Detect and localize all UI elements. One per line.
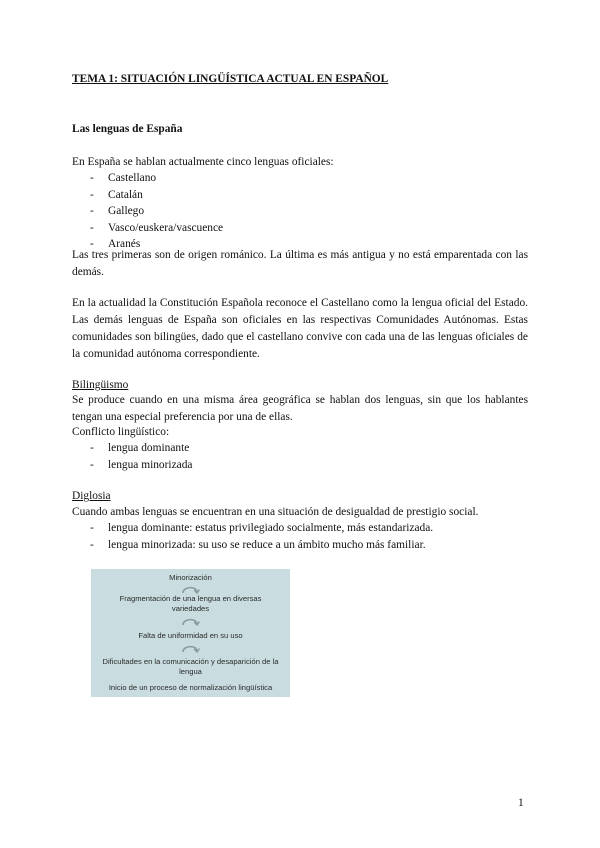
languages-list [90, 170, 223, 253]
diagram-step: Minorización [169, 573, 212, 582]
origin-paragraph: Las tres primeras son de origen románico. La última es más antigua y no está emparentada con las demás. [72, 249, 528, 278]
list-item: - lengua minorizada [90, 457, 192, 474]
section-heading: Las lenguas de España [72, 123, 183, 135]
conflict-label: Conflicto lingüístico: [72, 426, 170, 438]
list-item: - lengua minorizada: su uso se reduce a un ámbito mucho más familiar. [90, 537, 433, 554]
diglosia-list [90, 520, 433, 553]
diagram-step: Inicio de un proceso de normalización lingüística [108, 683, 273, 692]
constitution-paragraph: En la actualidad la Constitución Española reconoce el Castellano como la lengua oficial del Estado. Las demás lenguas de España son oficiales en las respectivas Comunidades Autónomas. Estas comunidades son bilingües, dado que el castellano convive con cada una de las lenguas oficiales de la comunidad autónoma correspondiente. [72, 297, 528, 360]
diglosia-definition: Cuando ambas lenguas se encuentran en una situación de desigualdad de prestigio social. [72, 506, 479, 518]
list-item: - Aranés [90, 236, 223, 253]
diagram-step: Falta de uniformidad en su uso [138, 631, 243, 640]
list-item: - lengua dominante [90, 440, 192, 457]
bilinguismo-definition: Se produce cuando en una misma área geográfica se hablan dos lenguas, sin que los hablantes tengan una especial preferencia por una de ellas. [72, 394, 528, 423]
bilinguismo-heading: Bilingüismo [72, 379, 129, 391]
diglosia-heading: Diglosia [72, 490, 111, 502]
diagram-step: Fragmentación de una lengua en diversas variedades [119, 594, 262, 613]
page-number: 1 [518, 797, 524, 809]
diagram-step: Dificultades en la comunicación y desaparición de la lengua [102, 657, 279, 676]
curved-arrow-icon [179, 616, 201, 626]
curved-arrow-icon [179, 584, 201, 594]
list-item: - Vasco/euskera/vascuence [90, 220, 223, 237]
list-item: - Castellano [90, 170, 223, 187]
list-item: - Catalán [90, 187, 223, 204]
list-item: - Gallego [90, 203, 223, 220]
intro-text: En España se hablan actualmente cinco lenguas oficiales: [72, 156, 334, 168]
diglosia-flow-diagram [91, 569, 290, 697]
conflict-list [90, 440, 192, 473]
list-item: - lengua dominante: estatus privilegiado socialmente, más estandarizada. [90, 520, 433, 537]
curved-arrow-icon [179, 643, 201, 653]
page-title: TEMA 1: SITUACIÓN LINGÜÍSTICA ACTUAL EN ESPAÑOL [72, 73, 389, 85]
